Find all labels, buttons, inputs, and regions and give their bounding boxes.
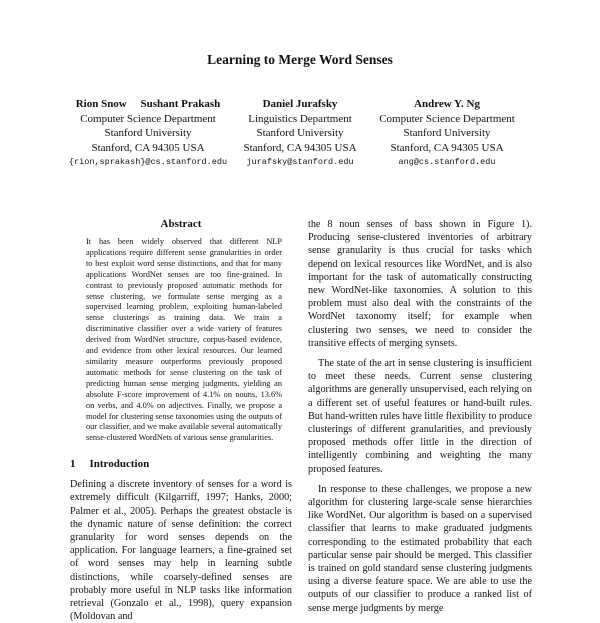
author-addr: Stanford, CA 94305 USA — [243, 141, 357, 154]
body-paragraph-3: In response to these challenges, we propose a new algorithm for clustering large-scale sense hierarchies like WordNet. Our algorithm is based on a supervised classifier that learns to make graduated judgments corresponding to the estimated probability that each particular sense pair should be merged. This classifier is trained on gold standard sense clustering judgments using a diverse feature space. We are able to use the outputs of our classifier to produce a ranked list of sense merge judgments by merge — [308, 483, 532, 614]
body-paragraph-1: the 8 noun senses of bass shown in Figure 1). Producing sense-clustered inventories of arbitrary sense granularity is thus crucial for tasks which depend on lexical resources like WordNet, and is also important for the task of automatically constructing new WordNet-like taxonomies. A solution to this problem must also deal with the constraints of the WordNet taxonomy itself; for example when clustering two senses, we need to consider the transitive effects of merging synsets. — [308, 219, 532, 349]
section-title: Introduction — [89, 458, 150, 471]
left-column — [70, 218, 292, 623]
author-univ: Stanford University — [256, 127, 344, 139]
author-dept: Computer Science Department — [379, 112, 515, 125]
author-addr: Stanford, CA 94305 USA — [91, 141, 205, 154]
section-heading — [70, 458, 292, 470]
author-block — [0, 97, 600, 167]
author-names: Daniel Jurafsky — [262, 98, 338, 110]
intro-paragraph: Defining a discrete inventory of senses for a word is extremely difficult (Kilgarriff, 1997; Hanks, 2000; Palmer et al., 2005). Perhaps the greatest obstacle is the dynamic nature of sense definition: the correct granularity for word senses depends on the application. For language learners, a fine-grained set of word senses may help in learning subtle distinctions, while coarsely-defined senses are probably more useful in NLP tasks like information retrieval (Gonzalo et al., 1998), query expansion (Moldovan and — [70, 479, 292, 623]
abstract-heading: Abstract — [160, 218, 202, 230]
section-number: 1 — [70, 458, 76, 471]
author-2 — [235, 97, 365, 170]
author-names: Andrew Y. Ng — [414, 98, 480, 110]
author-names: Rion Snow Sushant Prakash — [75, 98, 221, 110]
author-univ: Stanford University — [104, 127, 192, 139]
author-addr: Stanford, CA 94305 USA — [390, 141, 504, 154]
author-dept: Linguistics Department — [248, 112, 352, 125]
author-1 — [58, 97, 238, 170]
author-email: {rion,sprakash}@cs.stanford.edu — [68, 157, 228, 167]
paper-title: Learning to Merge Word Senses — [207, 52, 393, 67]
author-dept: Computer Science Department — [80, 112, 216, 125]
author-email: ang@cs.stanford.edu — [398, 157, 496, 167]
author-univ: Stanford University — [403, 127, 491, 139]
author-email: jurafsky@stanford.edu — [246, 157, 354, 167]
abstract-text: It has been widely observed that different NLP applications require different sense granularities in order to best exploit word sense distinctions, and that for many applications WordNet senses are too fine-grained. In contrast to previously proposed automatic methods for sense clustering, we formulate sense merging as a supervised learning problem, exploiting human-labeled sense clusterings as training data. We train a discriminative classifier over a wide variety of features derived from WordNet structure, corpus-based evidence, and evidence from other lexical resources. Our learned similarity measure outperforms previously proposed automatic methods for sense clustering on the task of predicting human sense merging judgments, yielding an absolute F-score improvement of 4.1% on nouns, 13.6% on verbs, and 4.0% on adjectives. Finally, we propose a model for clustering sense taxonomies using the outputs of our classifier, and we make available several automatically sense-clustered WordNets of various sense granularities. — [86, 237, 282, 443]
body-paragraph-2: The state of the art in sense clustering is insufficient to meet these needs. Current sense clustering algorithms are generally unsupervised, each relying on a different set of useful features or hand-built rules. But hand-written rules have little flexibility to produce clusterings of different granularities, and previously proposed methods offer little in the direction of intelligently combining and weighting the many proposed features. — [308, 358, 532, 475]
author-3 — [372, 97, 522, 170]
right-column — [308, 218, 532, 622]
